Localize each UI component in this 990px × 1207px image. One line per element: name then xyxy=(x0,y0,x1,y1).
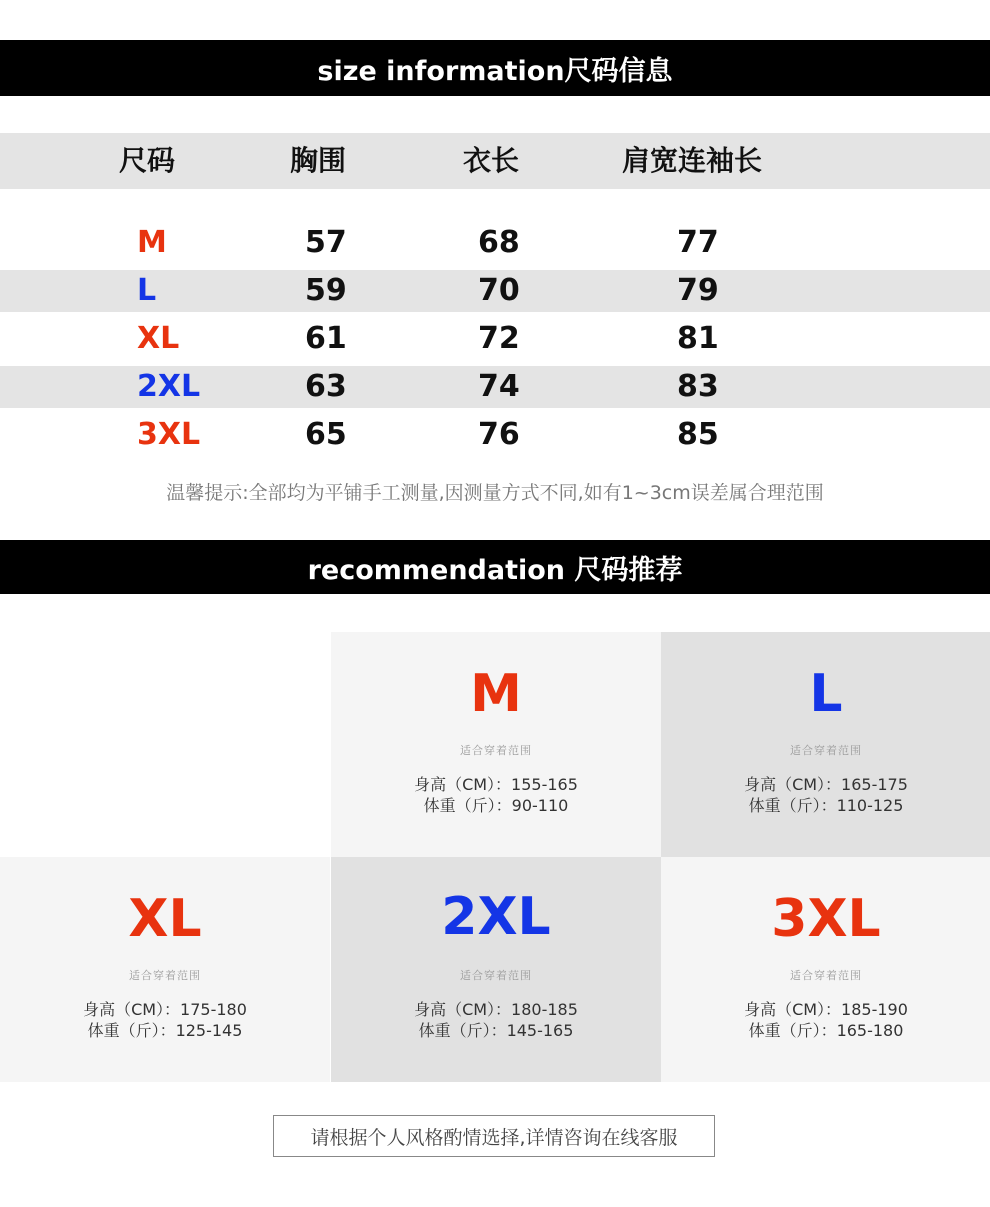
header-length: 衣长 xyxy=(463,144,520,177)
tile-size-label: XL xyxy=(128,889,202,949)
length-value: 76 xyxy=(478,417,520,452)
tile-height: 身高（CM）：185-190 xyxy=(744,1000,908,1019)
size-tile-3xl xyxy=(661,857,990,1082)
length-value: 68 xyxy=(478,225,520,260)
size-label: M xyxy=(137,225,167,260)
table-row xyxy=(0,318,990,360)
tile-height: 身高（CM）：180-185 xyxy=(414,1000,578,1019)
tile-weight: 体重（斤）：165-180 xyxy=(748,1021,904,1040)
length-value: 74 xyxy=(478,369,520,404)
tile-size-label: L xyxy=(809,664,843,724)
footer-note-box xyxy=(273,1115,715,1157)
length-value: 70 xyxy=(478,273,520,308)
chest-value: 65 xyxy=(305,417,347,452)
tile-height: 身高（CM）：165-175 xyxy=(744,775,908,794)
recommendation-title: recommendation 尺码推荐 xyxy=(307,554,683,586)
table-row xyxy=(0,414,990,456)
sleeve-value: 81 xyxy=(677,321,719,356)
tile-range-label: 适合穿着范围 xyxy=(460,969,532,982)
recommendation-banner xyxy=(0,540,990,594)
tile-size-label: 2XL xyxy=(441,887,551,947)
size-label: XL xyxy=(137,321,180,356)
size-information-title: size information尺码信息 xyxy=(317,55,673,87)
table-row xyxy=(0,270,990,312)
chest-value: 61 xyxy=(305,321,347,356)
size-label: 2XL xyxy=(137,369,201,404)
chest-value: 63 xyxy=(305,369,347,404)
sleeve-value: 77 xyxy=(677,225,719,260)
chest-value: 57 xyxy=(305,225,347,260)
table-row xyxy=(0,366,990,408)
measurement-tip: 温馨提示:全部均为平铺手工测量,因测量方式不同,如有1~3cm误差属合理范围 xyxy=(166,482,824,504)
table-row xyxy=(0,222,990,264)
tile-range-label: 适合穿着范围 xyxy=(460,744,532,757)
length-value: 72 xyxy=(478,321,520,356)
size-tile-l xyxy=(661,632,990,857)
size-tile-2xl xyxy=(331,857,661,1082)
header-shoulder-sleeve: 肩宽连袖长 xyxy=(622,144,763,177)
tile-range-label: 适合穿着范围 xyxy=(790,969,862,982)
size-tile-xl xyxy=(0,857,330,1082)
footer-note: 请根据个人风格酌情选择,详情咨询在线客服 xyxy=(310,1126,678,1149)
tile-range-label: 适合穿着范围 xyxy=(790,744,862,757)
size-information-banner xyxy=(0,40,990,96)
size-label: L xyxy=(137,273,157,308)
tile-weight: 体重（斤）：125-145 xyxy=(87,1021,243,1040)
size-tile-m xyxy=(331,632,661,857)
chest-value: 59 xyxy=(305,273,347,308)
tile-height: 身高（CM）：175-180 xyxy=(83,1000,247,1019)
tile-size-label: 3XL xyxy=(771,889,881,949)
size-label: 3XL xyxy=(137,417,201,452)
tile-weight: 体重（斤）：90-110 xyxy=(423,796,569,815)
sleeve-value: 83 xyxy=(677,369,719,404)
tile-height: 身高（CM）：155-165 xyxy=(414,775,578,794)
tile-range-label: 适合穿着范围 xyxy=(129,969,201,982)
header-chest: 胸围 xyxy=(290,144,347,177)
sleeve-value: 85 xyxy=(677,417,719,452)
header-size: 尺码 xyxy=(119,144,176,177)
tile-size-label: M xyxy=(470,664,522,724)
size-table-header xyxy=(0,133,990,189)
tile-weight: 体重（斤）：145-165 xyxy=(418,1021,574,1040)
tile-weight: 体重（斤）：110-125 xyxy=(748,796,904,815)
sleeve-value: 79 xyxy=(677,273,719,308)
